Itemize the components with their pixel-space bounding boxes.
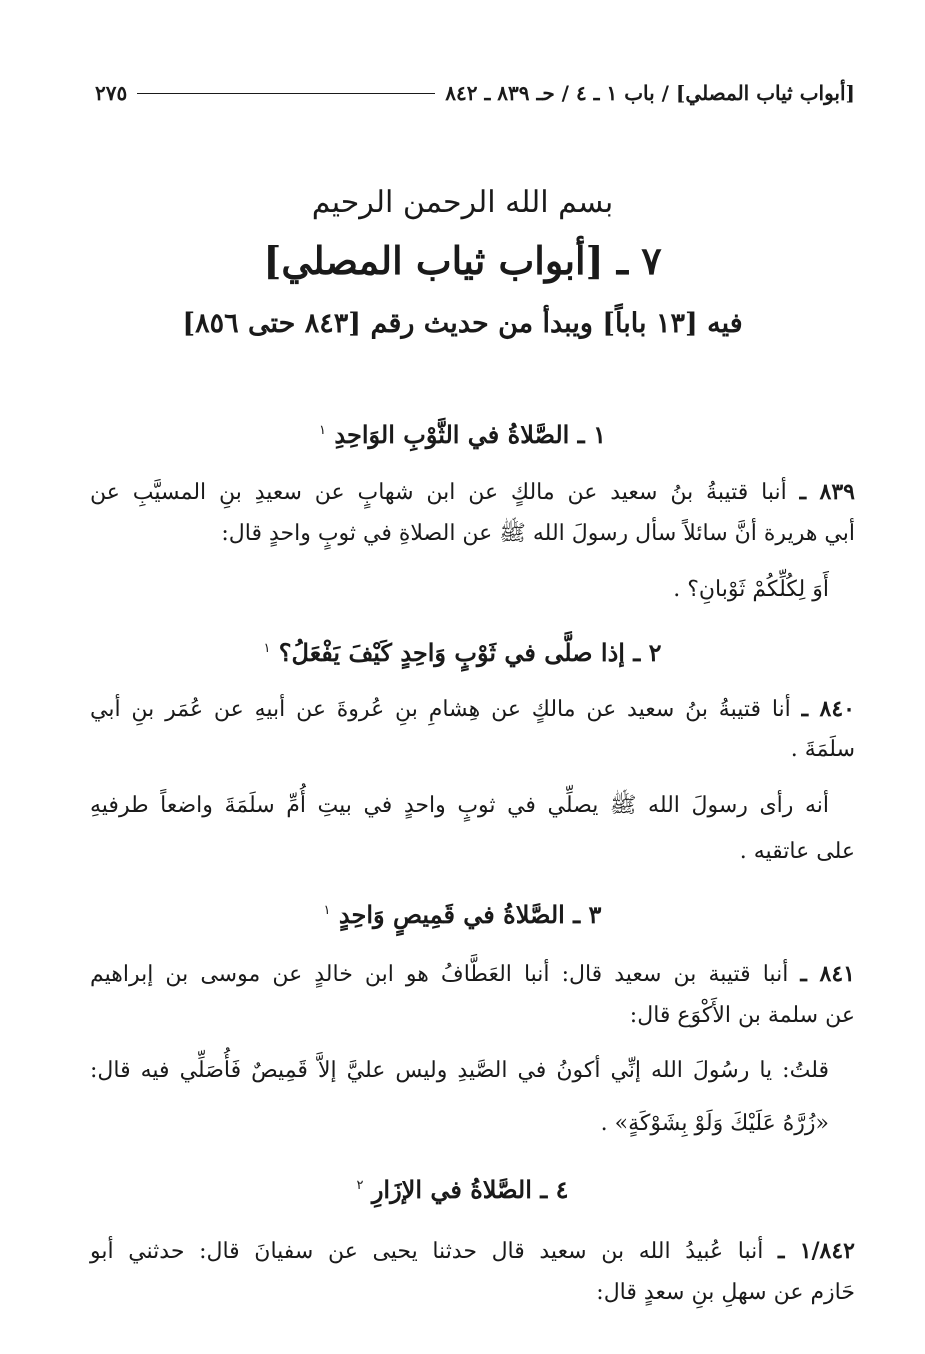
line-text: «زُرَّهُ عَلَيْكَ وَلَوْ بِشَوْكَةٍ» . bbox=[600, 1111, 829, 1136]
hadith-number: ٨٣٩ ـ bbox=[799, 479, 855, 505]
text-line bbox=[90, 571, 829, 609]
line-text: أنبا قتيبةُ بنُ سعيد عن مالكٍ عن ابن شهابٍ عن سعيدِ بنِ المسيَّبِ عن bbox=[90, 480, 787, 505]
section-heading-text: ١ ـ الصَّلاةُ في الثَّوْبِ الوَاحِدِ bbox=[334, 420, 606, 449]
text-line bbox=[90, 1232, 855, 1271]
page-number: ٢٧٥ bbox=[95, 81, 128, 105]
text-line bbox=[90, 731, 855, 769]
footnote-marker: ١ bbox=[319, 423, 327, 438]
running-title: [أبواب ثياب المصلي] / باب ١ ـ ٤ / حـ ٨٣٩ ـ ٨٤٢ bbox=[445, 81, 855, 105]
text-line bbox=[90, 1052, 829, 1090]
text-line bbox=[90, 473, 855, 512]
chapter-subtitle: فيه [١٣ باباً] ويبدأ من حديث رقم [٨٤٣ حتى ٨٥٦] bbox=[182, 308, 743, 339]
header-rule bbox=[137, 93, 435, 94]
text-line bbox=[90, 690, 855, 729]
text-line bbox=[90, 997, 855, 1035]
line-text: أبي هريرة أنَّ سائلاً سأل رسولَ الله ﷺ عن الصلاةِ في ثوبٍ واحدٍ قال: bbox=[221, 521, 855, 546]
section-heading-3 bbox=[0, 900, 925, 929]
line-text: أنبا قتيبة بن سعيد قال: أنبا العَطَّافُ هو ابن خالدٍ عن موسى بن إبراهيم bbox=[90, 962, 789, 987]
text-line bbox=[90, 787, 829, 825]
running-header bbox=[95, 78, 855, 108]
text-line bbox=[90, 1274, 855, 1312]
hadith-number: ١/٨٤٢ ـ bbox=[777, 1238, 855, 1264]
section-heading-text: ٢ ـ إذا صلَّى في ثَوْبٍ وَاحِدٍ كَيْفَ يَفْعَلُ؟ bbox=[278, 638, 662, 667]
hadith-number: ٨٤١ ـ bbox=[800, 961, 855, 987]
line-text: أَوَ لِكُلِّكُمْ ثَوْبانِ؟ . bbox=[673, 577, 829, 602]
text-line bbox=[90, 1105, 829, 1143]
section-heading-text: ٤ ـ الصَّلاةُ في الإزَارِ bbox=[371, 1175, 569, 1204]
section-heading-1 bbox=[0, 420, 925, 449]
hadith-number: ٨٤٠ ـ bbox=[801, 696, 855, 722]
section-heading-4 bbox=[0, 1175, 925, 1204]
line-text: أنبا عُبيدُ الله بن سعيد قال حدثنا يحيى عن سفيانَ قال: حدثني أبو bbox=[90, 1239, 764, 1264]
text-line bbox=[90, 515, 855, 553]
line-text: عن سلمة بن الأَكْوَع قال: bbox=[629, 1003, 855, 1028]
chapter-title: ٧ ـ [أبواب ثياب المصلي] bbox=[263, 238, 662, 283]
line-text: حَازم عن سهلِ بنِ سعدٍ قال: bbox=[596, 1280, 855, 1305]
footnote-marker: ٢ bbox=[356, 1178, 364, 1193]
footnote-marker: ١ bbox=[323, 903, 331, 918]
text-line bbox=[90, 955, 855, 994]
line-text: سلَمَةَ . bbox=[790, 737, 855, 762]
text-line bbox=[90, 833, 855, 871]
basmala: بسم الله الرحمن الرحيم bbox=[311, 185, 614, 220]
line-text: أنا قتيبةُ بنُ سعيد عن مالكٍ عن هِشامِ بنِ عُروةَ عن أبيهِ عن عُمَر بنِ أبي bbox=[90, 697, 791, 722]
section-heading-2 bbox=[0, 638, 925, 667]
line-text: أنه رأى رسولَ الله ﷺ يصلِّي في ثوبٍ واحدٍ في بيتِ أُمِّ سلَمَةَ واضعاً طرفيهِ bbox=[90, 793, 829, 818]
section-heading-text: ٣ ـ الصَّلاةُ في قَمِيصٍ وَاحِدٍ bbox=[338, 900, 602, 929]
line-text: قلتُ: يا رسُولَ الله إنِّي أكونُ في الصَّيدِ وليس عليَّ إلاَّ قَمِيصٌ فَأُصَلِّي فيه قال: bbox=[90, 1058, 829, 1083]
line-text: على عاتقيه . bbox=[739, 839, 855, 864]
footnote-marker: ١ bbox=[263, 641, 271, 656]
